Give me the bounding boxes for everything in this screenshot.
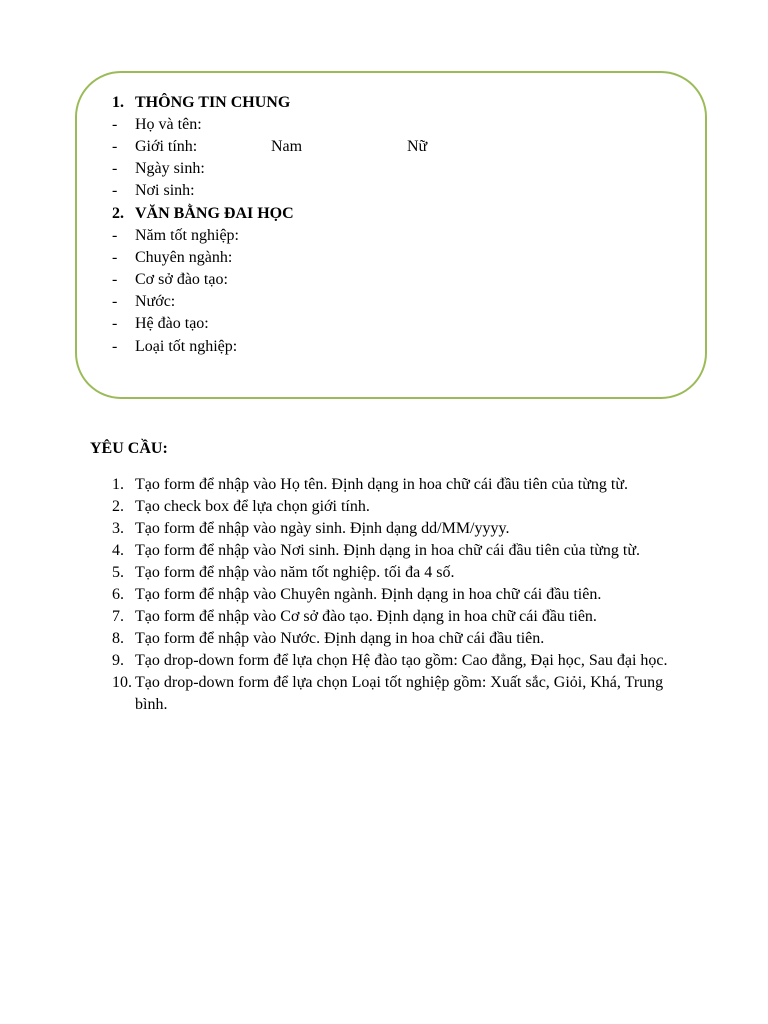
list-item-text: Tạo form để nhập vào Cơ sở đào tạo. Định dạng in hoa chữ cái đầu tiên.: [135, 608, 597, 625]
list-item-text: Tạo form để nhập vào Nước. Định dạng in hoa chữ cái đầu tiên.: [135, 630, 545, 647]
field-name-label: Họ và tên:: [135, 116, 202, 133]
field-grade-label: Loại tốt nghiệp:: [135, 338, 238, 355]
list-item: [0, 540, 768, 562]
field-major-label: Chuyên ngành:: [135, 249, 233, 266]
dash: -: [112, 249, 118, 266]
section-2-title: VĂN BẰNG ĐAI HỌC: [135, 205, 294, 222]
list-item-text: Tạo form để nhập vào năm tốt nghiệp. tối đa 4 số.: [135, 564, 455, 581]
list-item-text: Tạo form để nhập vào Họ tên. Định dạng in hoa chữ cái đầu tiên của từng từ.: [135, 476, 628, 493]
list-item-number: 8.: [112, 630, 124, 647]
list-item-number: 4.: [112, 542, 124, 559]
list-item: [0, 650, 768, 672]
list-item-number: 10.: [112, 674, 132, 691]
dash: -: [112, 293, 118, 310]
dash: -: [112, 338, 118, 355]
dash: -: [112, 315, 118, 332]
field-gender-label: Giới tính:: [135, 138, 198, 155]
list-item-text: Tạo form để nhập vào Nơi sinh. Định dạng in hoa chữ cái đầu tiên của từng từ.: [135, 542, 641, 559]
gender-female-label: Nữ: [407, 138, 428, 155]
field-training-type-label: Hệ đào tạo:: [135, 315, 209, 332]
section-1-number: 1.: [112, 94, 124, 111]
list-item-text: Tạo drop-down form để lựa chọn Loại tốt nghiệp gồm: Xuất sắc, Giỏi, Khá, Trung bình.: [135, 674, 664, 713]
list-item: [0, 562, 768, 584]
dash: -: [112, 116, 118, 133]
field-birthdate-label: Ngày sinh:: [135, 160, 205, 177]
dash: -: [112, 271, 118, 288]
list-item-text: Tạo check box để lựa chọn giới tính.: [135, 498, 370, 515]
list-item: [0, 628, 768, 650]
section-1-title: THÔNG TIN CHUNG: [135, 94, 291, 111]
list-item: [0, 584, 768, 606]
list-item: [0, 672, 768, 716]
dash: -: [112, 182, 118, 199]
list-item-number: 5.: [112, 564, 124, 581]
list-item-number: 9.: [112, 652, 124, 669]
list-item-text: Tạo form để nhập vào ngày sinh. Định dạng dd/MM/yyyy.: [135, 520, 510, 537]
list-item: [0, 606, 768, 628]
list-item: [0, 518, 768, 540]
list-item-text: Tạo form để nhập vào Chuyên ngành. Định dạng in hoa chữ cái đầu tiên.: [135, 586, 602, 603]
list-item-text: Tạo drop-down form để lựa chọn Hệ đào tạo gồm: Cao đẳng, Đại học, Sau đại học.: [135, 652, 668, 669]
requirements-title: YÊU CẦU:: [90, 440, 168, 457]
field-birthplace-label: Nơi sinh:: [135, 182, 195, 199]
dash: -: [112, 138, 118, 155]
list-item-number: 3.: [112, 520, 124, 537]
gender-male-label: Nam: [271, 138, 303, 155]
field-grad-year-label: Năm tốt nghiệp:: [135, 227, 239, 244]
list-item-number: 1.: [112, 476, 124, 493]
dash: -: [112, 227, 118, 244]
list-item-number: 7.: [112, 608, 124, 625]
list-item: [0, 496, 768, 518]
requirements-list: [0, 474, 768, 716]
field-institution-label: Cơ sở đào tạo:: [135, 271, 228, 288]
list-item-number: 6.: [112, 586, 124, 603]
list-item: [0, 474, 768, 496]
dash: -: [112, 160, 118, 177]
section-2-number: 2.: [112, 205, 124, 222]
list-item-number: 2.: [112, 498, 124, 515]
field-country-label: Nước:: [135, 293, 176, 310]
